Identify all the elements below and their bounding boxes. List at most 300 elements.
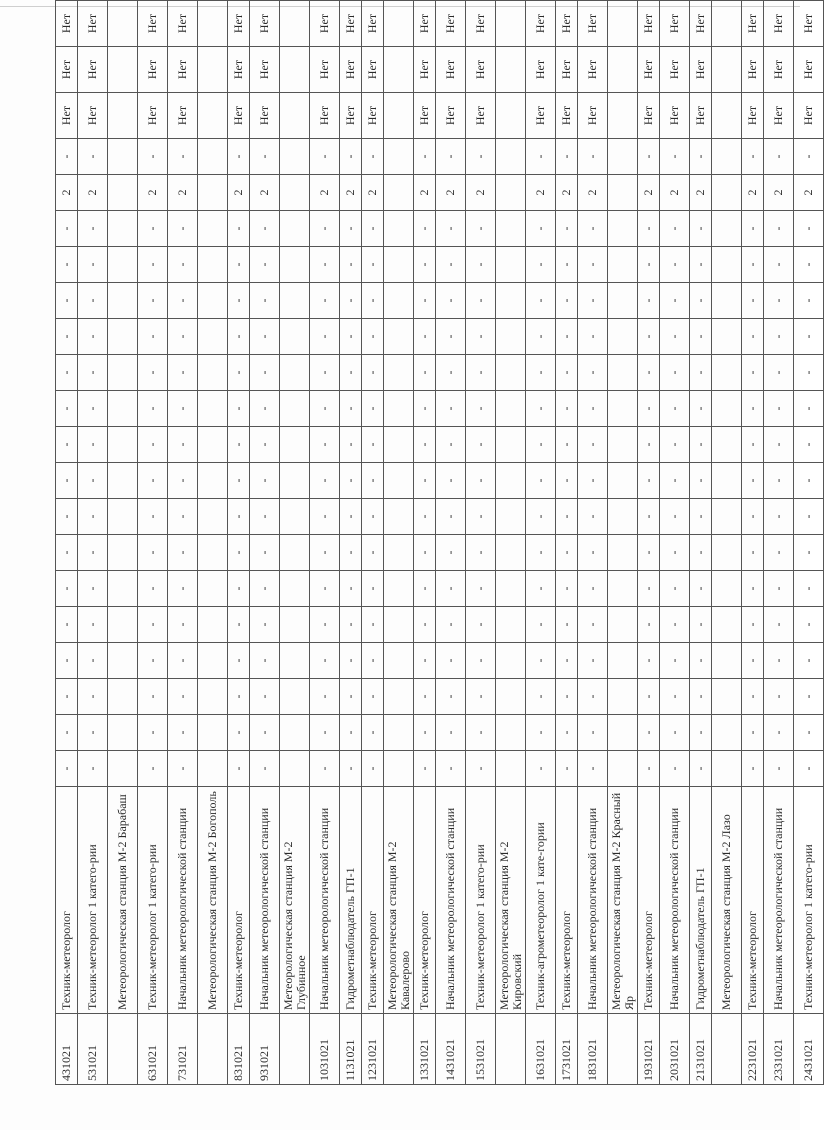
dash-cell: - bbox=[168, 751, 198, 787]
empty-cell bbox=[608, 139, 638, 175]
dash-cell: - bbox=[138, 679, 168, 715]
no-cell: Нет bbox=[526, 1, 556, 47]
dash-cell: - bbox=[794, 355, 824, 391]
dash-cell: - bbox=[436, 139, 466, 175]
dash-cell: - bbox=[310, 751, 340, 787]
no-cell: Нет bbox=[250, 93, 280, 139]
dash-cell: - bbox=[556, 571, 578, 607]
dash-cell: - bbox=[526, 283, 556, 319]
empty-cell bbox=[496, 355, 526, 391]
dash-cell: - bbox=[556, 535, 578, 571]
empty-cell bbox=[496, 607, 526, 643]
no-cell: Нет bbox=[742, 47, 764, 93]
dash-cell: - bbox=[526, 427, 556, 463]
class-cell: 2 bbox=[742, 175, 764, 211]
class-cell: 2 bbox=[310, 175, 340, 211]
dash-cell: - bbox=[764, 751, 794, 787]
code-cell: 1431021 bbox=[436, 1014, 466, 1085]
dash-cell: - bbox=[578, 535, 608, 571]
no-cell: Нет bbox=[436, 93, 466, 139]
section-title-cell: Метеорологическая станция М-2 Кировский bbox=[496, 787, 526, 1014]
empty-cell bbox=[496, 283, 526, 319]
dash-cell: - bbox=[228, 535, 250, 571]
section-row bbox=[608, 0, 638, 1085]
empty-cell bbox=[608, 1, 638, 47]
dash-cell: - bbox=[742, 427, 764, 463]
empty-cell bbox=[608, 355, 638, 391]
no-cell bbox=[56, 0, 78, 1]
dash-cell: - bbox=[526, 139, 556, 175]
empty-cell bbox=[712, 319, 742, 355]
dash-cell: - bbox=[414, 427, 436, 463]
empty-cell bbox=[198, 247, 228, 283]
empty-cell bbox=[384, 211, 414, 247]
dash-cell: - bbox=[362, 355, 384, 391]
dash-cell: - bbox=[526, 499, 556, 535]
dash-cell: - bbox=[362, 679, 384, 715]
dash-cell: - bbox=[138, 355, 168, 391]
table-row bbox=[228, 0, 250, 1085]
class-cell: 2 bbox=[466, 175, 496, 211]
dash-cell: - bbox=[690, 535, 712, 571]
empty-cell bbox=[108, 427, 138, 463]
dash-cell: - bbox=[362, 535, 384, 571]
code-cell: 1531021 bbox=[466, 1014, 496, 1085]
empty-cell bbox=[198, 355, 228, 391]
dash-cell: - bbox=[310, 319, 340, 355]
no-cell: Нет bbox=[466, 93, 496, 139]
table-row bbox=[436, 0, 466, 1085]
dash-cell: - bbox=[742, 211, 764, 247]
no-cell: Нет bbox=[578, 1, 608, 47]
dash-cell: - bbox=[690, 139, 712, 175]
dash-cell: - bbox=[362, 715, 384, 751]
job-title-cell: Начальник метеорологической станции bbox=[168, 787, 198, 1014]
dash-cell: - bbox=[526, 355, 556, 391]
dash-cell: - bbox=[168, 679, 198, 715]
dash-cell: - bbox=[362, 427, 384, 463]
dash-cell: - bbox=[138, 319, 168, 355]
dash-cell: - bbox=[78, 391, 108, 427]
dash-cell: - bbox=[78, 211, 108, 247]
class-cell: 2 bbox=[638, 175, 660, 211]
empty-cell bbox=[384, 139, 414, 175]
job-title-cell: Техник-метеоролог bbox=[56, 787, 78, 1014]
dash-cell: - bbox=[556, 283, 578, 319]
dash-cell: - bbox=[638, 715, 660, 751]
dash-cell: - bbox=[764, 499, 794, 535]
no-cell: Нет bbox=[466, 1, 496, 47]
no-cell: Нет bbox=[742, 93, 764, 139]
dash-cell: - bbox=[138, 283, 168, 319]
dash-cell: - bbox=[340, 607, 362, 643]
no-cell: Нет bbox=[228, 47, 250, 93]
dash-cell: - bbox=[764, 283, 794, 319]
job-title-cell: Гидрометнаблюдатель ГП-1 bbox=[690, 787, 712, 1014]
dash-cell: - bbox=[764, 139, 794, 175]
empty-cell bbox=[108, 1, 138, 47]
job-title-cell: Начальник метеорологической станции bbox=[310, 787, 340, 1014]
job-title-cell: Начальник метеорологической станции bbox=[436, 787, 466, 1014]
no-cell bbox=[138, 0, 168, 1]
dash-cell: - bbox=[78, 643, 108, 679]
dash-cell: - bbox=[414, 679, 436, 715]
dash-cell: - bbox=[78, 283, 108, 319]
empty-cell bbox=[712, 1, 742, 47]
empty-cell bbox=[712, 0, 742, 1]
table-row bbox=[764, 0, 794, 1085]
dash-cell: - bbox=[466, 679, 496, 715]
empty-cell bbox=[608, 571, 638, 607]
empty-cell bbox=[280, 319, 310, 355]
dash-cell: - bbox=[466, 715, 496, 751]
dash-cell: - bbox=[56, 571, 78, 607]
dash-cell: - bbox=[250, 355, 280, 391]
dash-cell: - bbox=[742, 283, 764, 319]
empty-cell bbox=[280, 499, 310, 535]
no-cell bbox=[764, 0, 794, 1]
dash-cell: - bbox=[690, 427, 712, 463]
dash-cell: - bbox=[742, 715, 764, 751]
empty-cell bbox=[280, 571, 310, 607]
dash-cell: - bbox=[436, 427, 466, 463]
empty-cell bbox=[496, 93, 526, 139]
job-title-cell: Начальник метеорологической станции bbox=[250, 787, 280, 1014]
empty-cell bbox=[198, 571, 228, 607]
dash-cell: - bbox=[310, 715, 340, 751]
dash-cell: - bbox=[742, 463, 764, 499]
dash-cell: - bbox=[690, 715, 712, 751]
dash-cell: - bbox=[638, 355, 660, 391]
empty-cell bbox=[496, 751, 526, 787]
dash-cell: - bbox=[78, 463, 108, 499]
code-cell: 2231021 bbox=[742, 1014, 764, 1085]
code-cell bbox=[384, 1014, 414, 1085]
empty-cell bbox=[608, 0, 638, 1]
empty-cell bbox=[108, 139, 138, 175]
table-row bbox=[526, 0, 556, 1085]
empty-cell bbox=[198, 535, 228, 571]
dash-cell: - bbox=[310, 247, 340, 283]
dash-cell: - bbox=[362, 607, 384, 643]
dash-cell: - bbox=[556, 715, 578, 751]
dash-cell: - bbox=[56, 643, 78, 679]
dash-cell: - bbox=[228, 607, 250, 643]
dash-cell: - bbox=[362, 319, 384, 355]
dash-cell: - bbox=[660, 571, 690, 607]
dash-cell: - bbox=[250, 643, 280, 679]
no-cell: Нет bbox=[414, 1, 436, 47]
empty-cell bbox=[496, 499, 526, 535]
no-cell: Нет bbox=[414, 93, 436, 139]
dash-cell: - bbox=[794, 607, 824, 643]
empty-cell bbox=[712, 93, 742, 139]
dash-cell: - bbox=[556, 319, 578, 355]
dash-cell: - bbox=[138, 715, 168, 751]
no-cell: Нет bbox=[138, 1, 168, 47]
empty-cell bbox=[712, 247, 742, 283]
empty-cell bbox=[496, 139, 526, 175]
dash-cell: - bbox=[138, 391, 168, 427]
dash-cell: - bbox=[742, 571, 764, 607]
dash-cell: - bbox=[526, 715, 556, 751]
job-title-cell: Гидрометнаблюдатель ГП-1 bbox=[340, 787, 362, 1014]
empty-cell bbox=[384, 0, 414, 1]
dash-cell: - bbox=[56, 499, 78, 535]
no-cell bbox=[794, 0, 824, 1]
dash-cell: - bbox=[742, 751, 764, 787]
dash-cell: - bbox=[638, 211, 660, 247]
dash-cell: - bbox=[78, 139, 108, 175]
empty-cell bbox=[280, 535, 310, 571]
dash-cell: - bbox=[56, 715, 78, 751]
dash-cell: - bbox=[436, 751, 466, 787]
empty-cell bbox=[280, 283, 310, 319]
table-row bbox=[414, 0, 436, 1085]
dash-cell: - bbox=[466, 463, 496, 499]
code-cell: 1731021 bbox=[556, 1014, 578, 1085]
empty-cell bbox=[496, 679, 526, 715]
dash-cell: - bbox=[764, 211, 794, 247]
empty-cell bbox=[280, 679, 310, 715]
class-cell: 2 bbox=[138, 175, 168, 211]
dash-cell: - bbox=[56, 283, 78, 319]
section-title-cell: Метеорологическая станция М-2 Кавалерово bbox=[384, 787, 414, 1014]
empty-cell bbox=[108, 283, 138, 319]
class-cell: 2 bbox=[526, 175, 556, 211]
empty-cell bbox=[198, 607, 228, 643]
dash-cell: - bbox=[660, 751, 690, 787]
job-title-cell: Техник-метеоролог bbox=[414, 787, 436, 1014]
dash-cell: - bbox=[56, 247, 78, 283]
dash-cell: - bbox=[794, 715, 824, 751]
no-cell: Нет bbox=[638, 1, 660, 47]
empty-cell bbox=[384, 535, 414, 571]
dash-cell: - bbox=[310, 499, 340, 535]
empty-cell bbox=[384, 47, 414, 93]
dash-cell: - bbox=[56, 427, 78, 463]
no-cell: Нет bbox=[362, 47, 384, 93]
no-cell: Нет bbox=[310, 1, 340, 47]
class-cell: 2 bbox=[362, 175, 384, 211]
dash-cell: - bbox=[578, 391, 608, 427]
no-cell: Нет bbox=[556, 47, 578, 93]
empty-cell bbox=[108, 607, 138, 643]
dash-cell: - bbox=[466, 355, 496, 391]
dash-cell: - bbox=[414, 535, 436, 571]
dash-cell: - bbox=[436, 391, 466, 427]
job-title-cell: Техник-метеоролог 1 катего-рии bbox=[794, 787, 824, 1014]
empty-cell bbox=[608, 427, 638, 463]
class-cell: 2 bbox=[436, 175, 466, 211]
dash-cell: - bbox=[250, 283, 280, 319]
dash-cell: - bbox=[362, 643, 384, 679]
dash-cell: - bbox=[78, 715, 108, 751]
dash-cell: - bbox=[340, 319, 362, 355]
dash-cell: - bbox=[638, 571, 660, 607]
dash-cell: - bbox=[556, 211, 578, 247]
dash-cell: - bbox=[690, 283, 712, 319]
dash-cell: - bbox=[168, 643, 198, 679]
empty-cell bbox=[712, 643, 742, 679]
empty-cell bbox=[608, 643, 638, 679]
dash-cell: - bbox=[168, 715, 198, 751]
dash-cell: - bbox=[556, 139, 578, 175]
empty-cell bbox=[712, 175, 742, 211]
no-cell: Нет bbox=[794, 93, 824, 139]
dash-cell: - bbox=[362, 139, 384, 175]
empty-cell bbox=[496, 535, 526, 571]
dash-cell: - bbox=[526, 751, 556, 787]
dash-cell: - bbox=[250, 391, 280, 427]
dash-cell: - bbox=[168, 499, 198, 535]
dash-cell: - bbox=[340, 679, 362, 715]
dash-cell: - bbox=[742, 607, 764, 643]
dash-cell: - bbox=[436, 463, 466, 499]
dash-cell: - bbox=[168, 211, 198, 247]
dash-cell: - bbox=[168, 427, 198, 463]
dash-cell: - bbox=[56, 535, 78, 571]
no-cell: Нет bbox=[556, 1, 578, 47]
empty-cell bbox=[198, 283, 228, 319]
dash-cell: - bbox=[764, 463, 794, 499]
dash-cell: - bbox=[466, 391, 496, 427]
no-cell: Нет bbox=[578, 93, 608, 139]
dash-cell: - bbox=[742, 355, 764, 391]
dash-cell: - bbox=[690, 643, 712, 679]
empty-cell bbox=[384, 427, 414, 463]
dash-cell: - bbox=[340, 463, 362, 499]
empty-cell bbox=[280, 1, 310, 47]
empty-cell bbox=[496, 1, 526, 47]
dash-cell: - bbox=[794, 499, 824, 535]
dash-cell: - bbox=[310, 607, 340, 643]
class-cell: 2 bbox=[578, 175, 608, 211]
table-body bbox=[56, 0, 824, 1085]
no-cell bbox=[690, 0, 712, 1]
dash-cell: - bbox=[414, 355, 436, 391]
dash-cell: - bbox=[250, 715, 280, 751]
dash-cell: - bbox=[526, 571, 556, 607]
no-cell: Нет bbox=[436, 47, 466, 93]
empty-cell bbox=[712, 607, 742, 643]
no-cell bbox=[250, 0, 280, 1]
dash-cell: - bbox=[228, 715, 250, 751]
dash-cell: - bbox=[578, 679, 608, 715]
table-row bbox=[690, 0, 712, 1085]
empty-cell bbox=[712, 751, 742, 787]
dash-cell: - bbox=[168, 247, 198, 283]
dash-cell: - bbox=[556, 751, 578, 787]
dash-cell: - bbox=[742, 139, 764, 175]
dash-cell: - bbox=[228, 319, 250, 355]
dash-cell: - bbox=[690, 247, 712, 283]
dash-cell: - bbox=[56, 607, 78, 643]
section-row bbox=[198, 0, 228, 1085]
no-cell: Нет bbox=[228, 93, 250, 139]
empty-cell bbox=[496, 211, 526, 247]
dash-cell: - bbox=[436, 643, 466, 679]
code-cell bbox=[712, 1014, 742, 1085]
dash-cell: - bbox=[638, 607, 660, 643]
section-title-cell: Метеорологическая станция М-2 Красный Яр bbox=[608, 787, 638, 1014]
dash-cell: - bbox=[78, 571, 108, 607]
dash-cell: - bbox=[168, 571, 198, 607]
dash-cell: - bbox=[228, 355, 250, 391]
empty-cell bbox=[496, 427, 526, 463]
empty-cell bbox=[384, 1, 414, 47]
dash-cell: - bbox=[414, 643, 436, 679]
dash-cell: - bbox=[794, 751, 824, 787]
rotated-table-container bbox=[55, 13, 815, 1085]
empty-cell bbox=[198, 93, 228, 139]
empty-cell bbox=[108, 715, 138, 751]
dash-cell: - bbox=[414, 607, 436, 643]
no-cell: Нет bbox=[138, 47, 168, 93]
no-cell: Нет bbox=[310, 47, 340, 93]
dash-cell: - bbox=[78, 751, 108, 787]
dash-cell: - bbox=[340, 535, 362, 571]
table-row bbox=[362, 0, 384, 1085]
dash-cell: - bbox=[466, 139, 496, 175]
dash-cell: - bbox=[436, 679, 466, 715]
dash-cell: - bbox=[340, 715, 362, 751]
empty-cell bbox=[384, 355, 414, 391]
empty-cell bbox=[198, 679, 228, 715]
dash-cell: - bbox=[638, 283, 660, 319]
code-cell: 1931021 bbox=[638, 1014, 660, 1085]
dash-cell: - bbox=[138, 463, 168, 499]
dash-cell: - bbox=[138, 535, 168, 571]
dash-cell: - bbox=[660, 247, 690, 283]
table-row bbox=[742, 0, 764, 1085]
dash-cell: - bbox=[526, 643, 556, 679]
section-title-cell: Метеорологическая станция М-2 Барабаш bbox=[108, 787, 138, 1014]
no-cell: Нет bbox=[764, 93, 794, 139]
dash-cell: - bbox=[228, 643, 250, 679]
workplace-assessment-table bbox=[55, 0, 824, 1085]
dash-cell: - bbox=[526, 391, 556, 427]
empty-cell bbox=[608, 607, 638, 643]
empty-cell bbox=[384, 715, 414, 751]
empty-cell bbox=[198, 175, 228, 211]
dash-cell: - bbox=[466, 607, 496, 643]
dash-cell: - bbox=[660, 391, 690, 427]
class-cell: 2 bbox=[168, 175, 198, 211]
dash-cell: - bbox=[794, 319, 824, 355]
empty-cell bbox=[280, 463, 310, 499]
empty-cell bbox=[712, 391, 742, 427]
code-cell: 2031021 bbox=[660, 1014, 690, 1085]
empty-cell bbox=[712, 535, 742, 571]
dash-cell: - bbox=[794, 643, 824, 679]
empty-cell bbox=[280, 355, 310, 391]
job-title-cell: Начальник метеорологической станции bbox=[764, 787, 794, 1014]
dash-cell: - bbox=[340, 643, 362, 679]
no-cell bbox=[466, 0, 496, 1]
no-cell bbox=[340, 0, 362, 1]
no-cell bbox=[578, 0, 608, 1]
dash-cell: - bbox=[556, 391, 578, 427]
dash-cell: - bbox=[228, 391, 250, 427]
section-title-cell: Метеорологическая станция М-2 Лазо bbox=[712, 787, 742, 1014]
empty-cell bbox=[384, 175, 414, 211]
dash-cell: - bbox=[638, 499, 660, 535]
dash-cell: - bbox=[690, 679, 712, 715]
no-cell: Нет bbox=[56, 1, 78, 47]
dash-cell: - bbox=[250, 319, 280, 355]
dash-cell: - bbox=[228, 463, 250, 499]
